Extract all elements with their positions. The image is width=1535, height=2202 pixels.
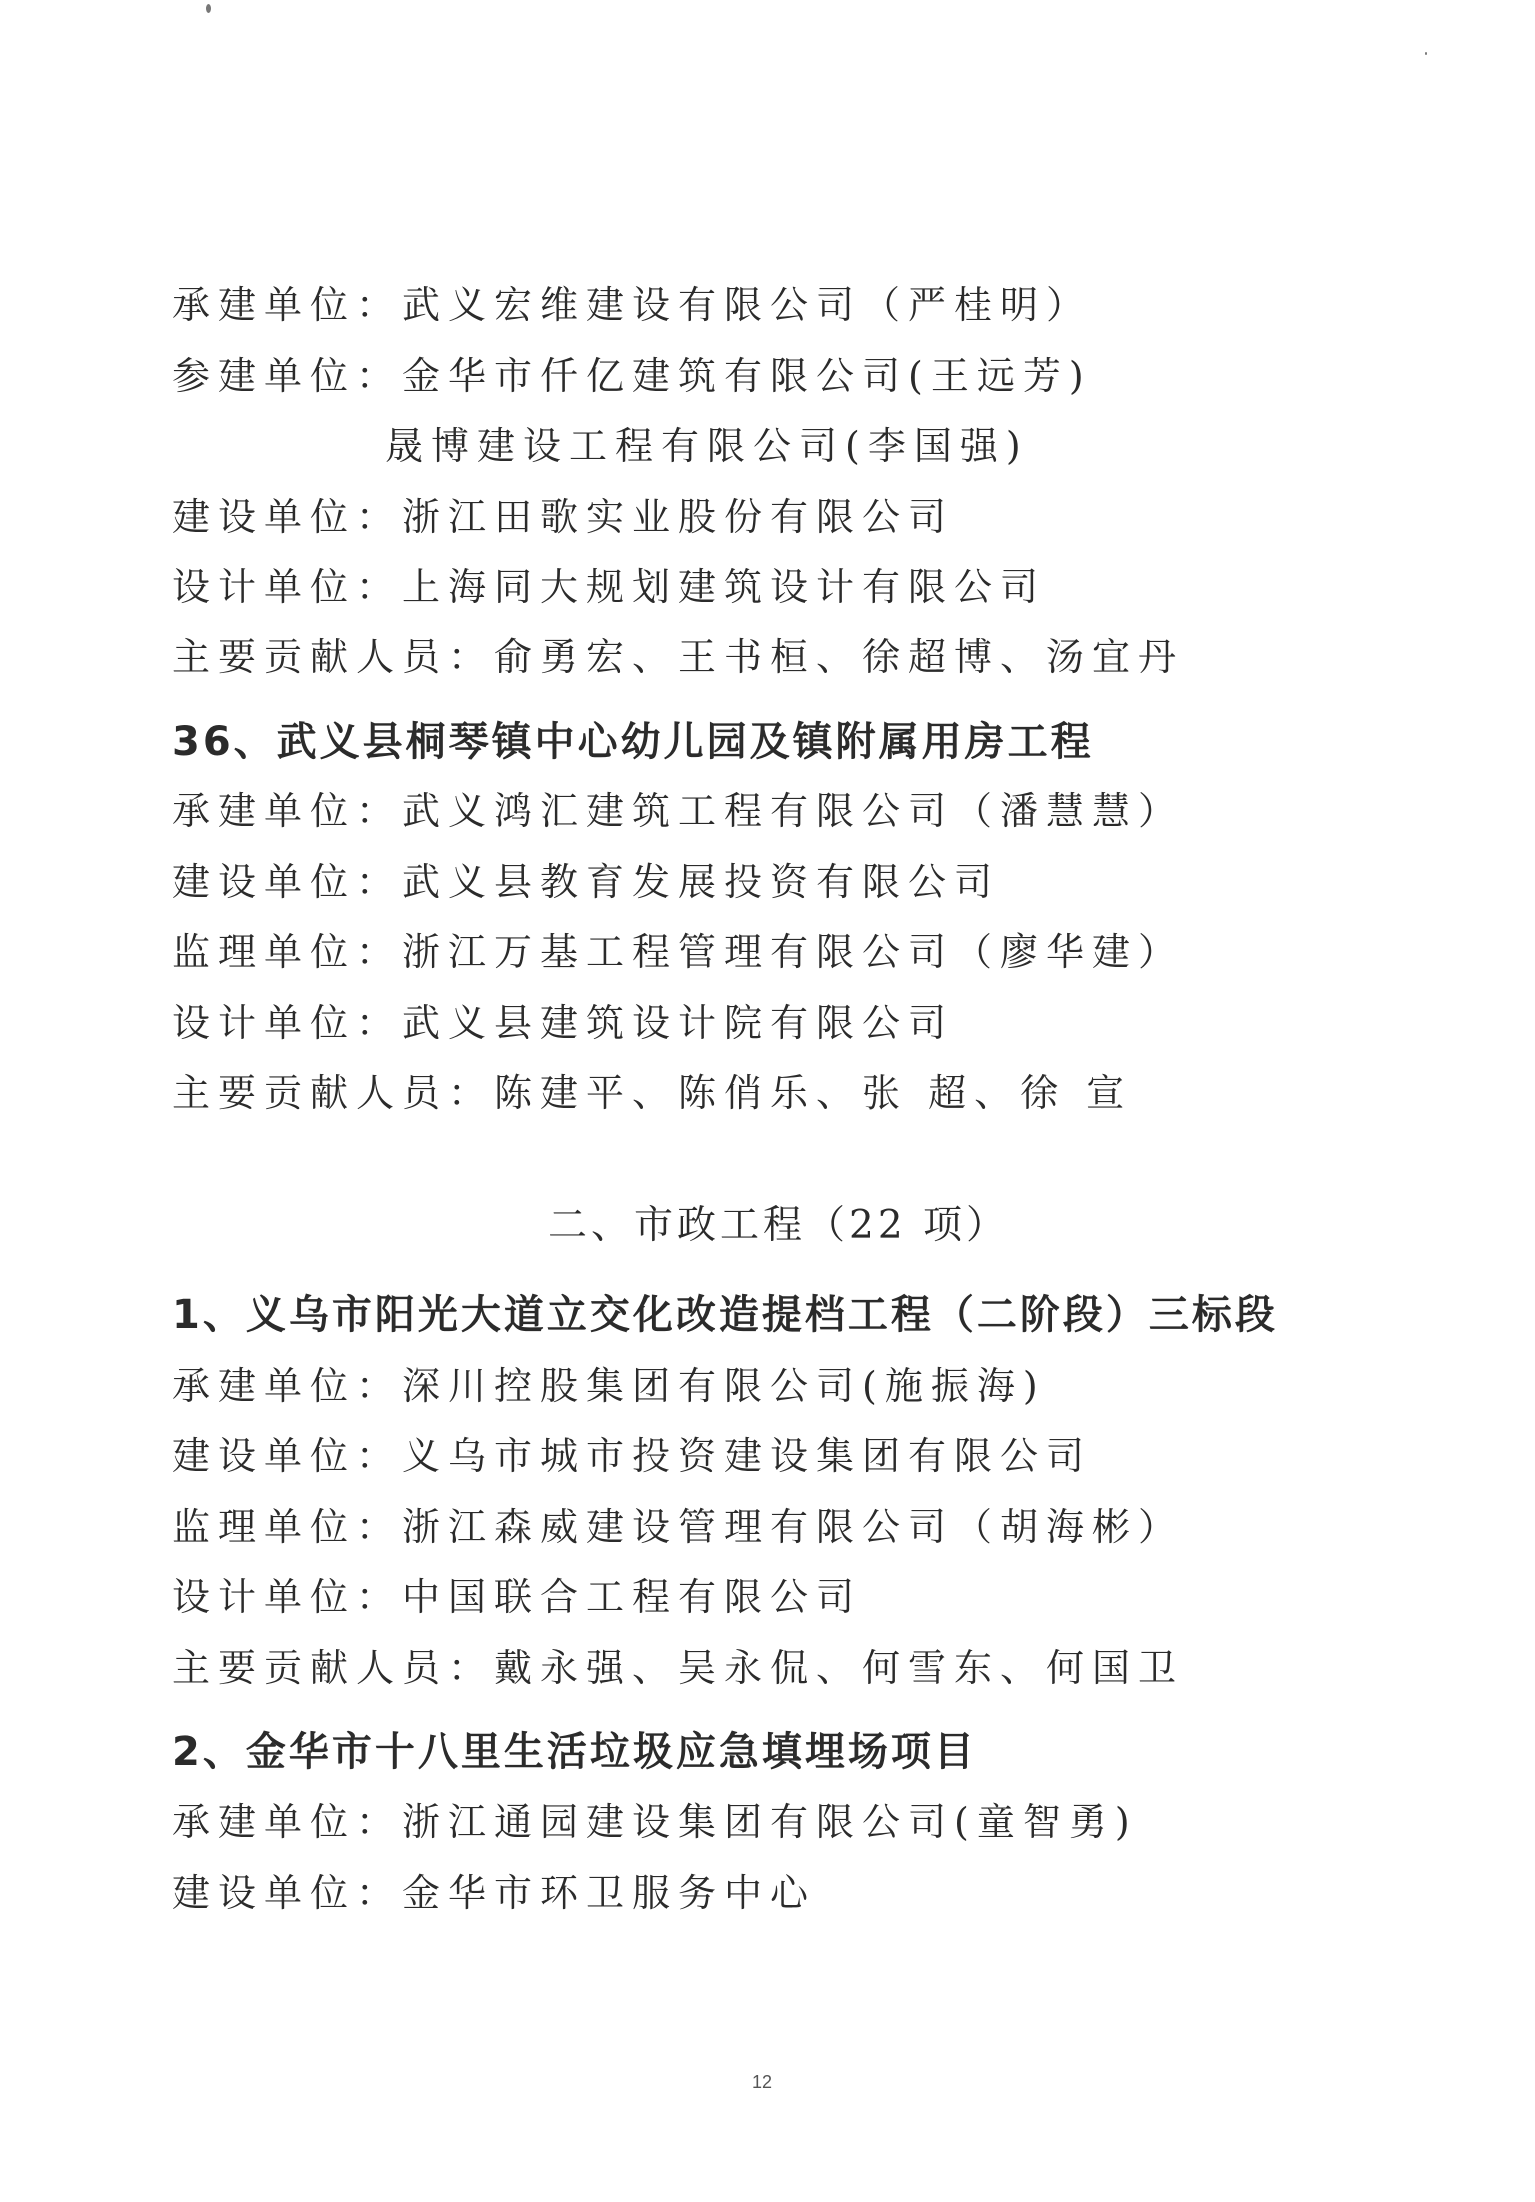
prev-contractor: 承建单位：武义宏维建设有限公司（严桂明） (172, 283, 1093, 327)
project-m1-owner: 建设单位：义乌市城市投资建设集团有限公司 (172, 1434, 1093, 1478)
project-36-supervisor: 监理单位：浙江万基工程管理有限公司（廖华建） (172, 930, 1185, 974)
project-m1-supervisor: 监理单位：浙江森威建设管理有限公司（胡海彬） (172, 1505, 1185, 1549)
project-m1-designer: 设计单位：中国联合工程有限公司 (172, 1575, 863, 1619)
project-m2-owner: 建设单位：金华市环卫服务中心 (172, 1871, 817, 1915)
project-36-designer: 设计单位：武义县建筑设计院有限公司 (172, 1001, 955, 1045)
scan-speck (206, 4, 211, 13)
prev-contributors: 主要贡献人员：俞勇宏、王书桓、徐超博、汤宜丹 (172, 635, 1185, 679)
prev-designer: 设计单位：上海同大规划建筑设计有限公司 (172, 565, 1047, 609)
project-36-title: 36、武义县桐琴镇中心幼儿园及镇附属用房工程 (172, 719, 1094, 765)
project-m2-title: 2、金华市十八里生活垃圾应急填埋场项目 (172, 1729, 977, 1775)
section-title: 二、市政工程（22 项） (548, 1203, 1010, 1248)
prev-owner: 建设单位：浙江田歌实业股份有限公司 (172, 495, 955, 539)
page-number: 12 (752, 2072, 773, 2092)
scan-speck (1425, 52, 1427, 55)
prev-participant-1: 参建单位：金华市仟亿建筑有限公司(王远芳) (172, 354, 1092, 398)
project-m1-contractor: 承建单位：深川控股集团有限公司(施振海) (172, 1364, 1046, 1408)
project-36-owner: 建设单位：武义县教育发展投资有限公司 (172, 860, 1001, 904)
project-36-contributors: 主要贡献人员：陈建平、陈俏乐、张 超、徐 宣 (172, 1071, 1133, 1115)
project-m1-contributors: 主要贡献人员：戴永强、吴永侃、何雪东、何国卫 (172, 1646, 1185, 1690)
project-m1-title: 1、义乌市阳光大道立交化改造提档工程（二阶段）三标段 (172, 1292, 1278, 1338)
prev-participant-2: 晟博建设工程有限公司(李国强) (385, 424, 1029, 468)
project-m2-contractor: 承建单位：浙江通园建设集团有限公司(童智勇) (172, 1800, 1138, 1844)
project-36-contractor: 承建单位：武义鸿汇建筑工程有限公司（潘慧慧） (172, 789, 1185, 833)
